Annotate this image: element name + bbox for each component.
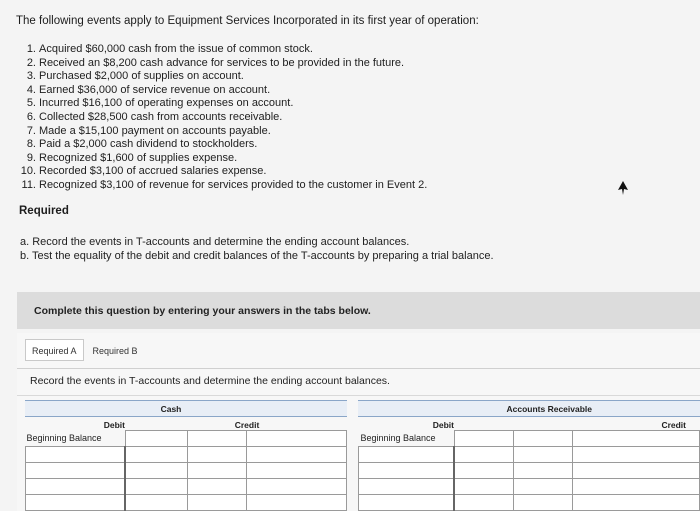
credit-account-select[interactable] [187,463,247,479]
tab-strip [25,339,145,361]
events-list [18,43,427,193]
debit-amount-input[interactable] [454,463,513,479]
t-account-cash [25,400,347,511]
list-item: 11. Recognized $3,100 of revenue for services provided to the customer in Event 2. [21,178,428,191]
credit-amount-input[interactable] [573,479,700,495]
credit-amount-input[interactable] [247,447,347,463]
list-item: 3. Purchased $2,000 of supplies on account. [26,70,244,83]
t-account-accounts-receivable [358,400,700,511]
credit-header: Credit [234,420,260,430]
credit-header: Credit [661,420,686,430]
tab-required-b[interactable]: Required B [92,346,138,356]
list-item: 5. Incurred $16,100 of operating expenses on account. [26,97,294,110]
list-item: 9. Recognized $1,600 of supplies expense. [26,151,238,164]
debit-amount-input[interactable] [125,495,187,511]
credit-amount-input[interactable] [247,463,347,479]
debit-amount-input[interactable] [454,479,513,495]
credit-account-select[interactable] [513,479,573,495]
beginning-debit-input[interactable] [454,431,513,447]
tab-required-a[interactable]: Required A [25,339,84,361]
divider [17,368,700,369]
panel-instruction: Record the events in T-accounts and determine the ending account balances. [30,375,390,387]
list-item: 2. Received an $8,200 cash advance for services to be provided in the future. [26,56,405,69]
debit-amount-input[interactable] [125,447,187,463]
debit-account-select[interactable] [26,463,126,479]
credit-amount-input[interactable] [573,431,700,447]
debit-amount-input[interactable] [454,447,513,463]
debit-amount-input[interactable] [125,479,187,495]
t-account-title: Cash [25,400,347,417]
credit-amount-input[interactable] [573,495,700,511]
debit-header: Debit [432,420,454,430]
required-heading: Required [19,205,69,217]
credit-amount-input[interactable] [247,431,347,447]
credit-amount-input[interactable] [247,479,347,495]
debit-header: Debit [103,420,125,430]
debit-account-select[interactable] [26,479,126,495]
list-item: 4. Earned $36,000 of service revenue on account. [26,83,271,96]
debit-account-select[interactable] [359,479,455,495]
debit-account-select[interactable] [26,495,126,511]
list-item: 10. Recorded $3,100 of accrued salaries expense. [20,165,267,178]
credit-account-select[interactable] [513,447,573,463]
intro-text: The following events apply to Equipment Services Incorporated in its first year of operation: [16,15,479,27]
requirement-b: b. Test the equality of the debit and credit balances of the T-accounts by preparing a trial balance. [20,250,494,262]
credit-account-select[interactable] [187,479,247,495]
t-account-grid [25,430,347,511]
debit-account-select[interactable] [359,463,455,479]
list-item: 8. Paid a $2,000 cash dividend to stockholders. [26,138,258,151]
debit-account-select[interactable] [26,447,126,463]
list-item: 1. Acquired $60,000 cash from the issue of common stock. [26,43,313,55]
credit-account-select[interactable] [513,463,573,479]
credit-amount-input[interactable] [247,495,347,511]
debit-account-select[interactable] [359,495,455,511]
debit-amount-input[interactable] [454,495,513,511]
credit-amount-input[interactable] [573,463,700,479]
debit-amount-input[interactable] [125,463,187,479]
requirements-list [20,235,494,263]
credit-account-select[interactable] [187,495,247,511]
t-account-grid [358,430,700,511]
instructions-banner-text: Complete this question by entering your answers in the tabs below. [34,304,371,317]
beginning-balance-label: Beginning Balance [360,433,436,444]
credit-amount-input[interactable] [573,447,700,463]
beginning-debit-input[interactable] [125,431,187,447]
debit-account-select[interactable] [359,447,455,463]
requirement-a: a. Record the events in T-accounts and determine the ending account balances. [20,236,410,248]
credit-account-select[interactable] [187,431,247,447]
instructions-banner [17,292,700,329]
question-panel [17,333,700,511]
credit-account-select[interactable] [513,495,573,511]
list-item: 7. Made a $15,100 payment on accounts payable. [26,124,271,137]
divider [17,395,700,396]
credit-account-select[interactable] [513,431,573,447]
beginning-balance-label: Beginning Balance [26,433,102,444]
list-item: 6. Collected $28,500 cash from accounts receivable. [26,110,283,123]
t-account-title: Accounts Receivable [358,400,700,417]
credit-account-select[interactable] [187,447,247,463]
cursor-icon [617,181,629,195]
